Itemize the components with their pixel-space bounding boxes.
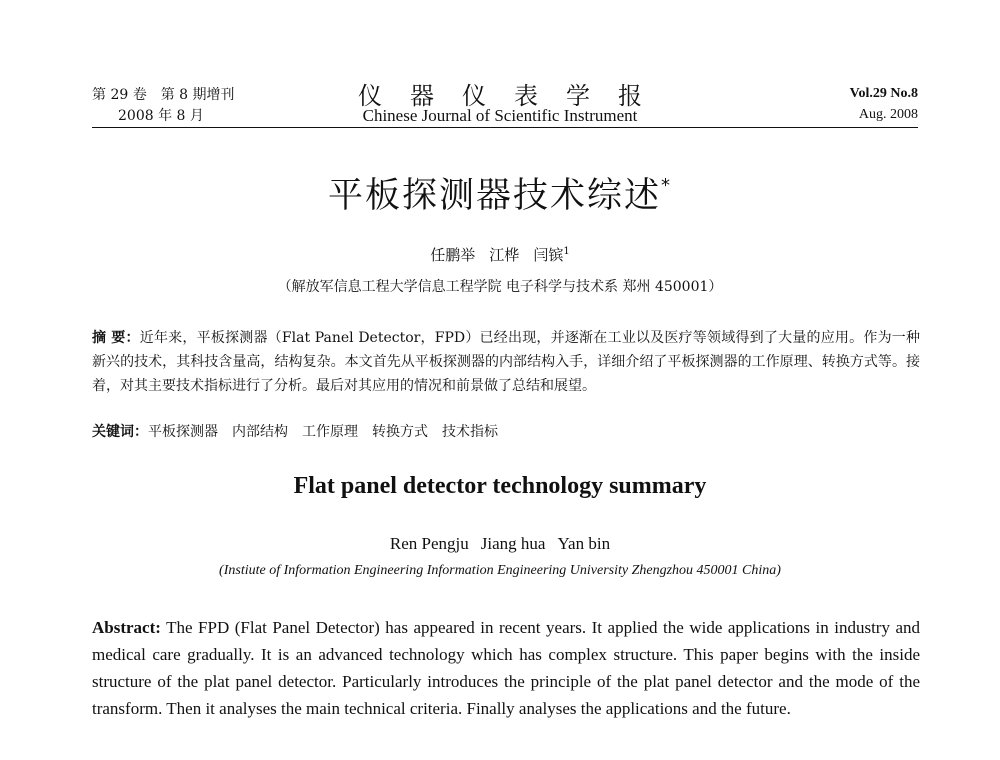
keyword-cn: 工作原理: [302, 424, 358, 440]
keyword-cn: 内部结构: [232, 424, 288, 440]
header-rule: [92, 127, 918, 128]
affiliation-en: (Instiute of Information Engineering Information Engineering University Zhengzhou 450001 China): [219, 563, 781, 578]
keywords-cn-label: 关键词：: [92, 424, 148, 440]
publication-date-cn: 2008 年 8 月: [118, 108, 204, 124]
abstract-cn-label: 摘 要：: [92, 330, 140, 346]
title-footnote-mark: *: [661, 175, 672, 196]
abstract-en-label: Abstract:: [92, 618, 161, 637]
author-en-3: Yan bin: [557, 534, 611, 553]
abstract-en: [92, 614, 920, 722]
keyword-cn: 转换方式: [372, 424, 428, 440]
volume-number-en: Vol.29 No.8: [849, 86, 918, 101]
authors-cn: [0, 244, 1000, 265]
author-en-2: Jiang hua: [480, 534, 546, 553]
abstract-en-text: The FPD (Flat Panel Detector) has appeared in recent years. It applied the wide applications in industry and medical care gradually. It is an advanced technology which has complex structure. This paper begins with the inside structure of the plat panel detector. Particularly introduces the principle of the plat panel detector and the mode of the transform. Then it analyses the main technical criteria. Finally analyses the applications and the future.: [92, 618, 920, 718]
authors-en: [0, 534, 1000, 554]
keywords-cn: [92, 421, 920, 441]
abstract-cn: [92, 326, 920, 398]
keyword-cn: 技术指标: [442, 424, 498, 440]
author-cn-3: 闫镔$^1$: [533, 246, 570, 264]
author-en-1: Ren Pengju: [389, 534, 469, 553]
journal-name-cn: 仪器仪表学报: [358, 82, 670, 110]
author-footnote-mark: 1: [563, 246, 570, 257]
publication-date-en: Aug. 2008: [858, 107, 918, 122]
author-cn-1: 任鹏举: [430, 246, 476, 264]
volume-issue: 第 29 卷 第 8 期增刊: [92, 87, 235, 103]
author-cn-2: 江桦: [489, 246, 520, 264]
paper-title-cn: 平板探测器技术综述*: [327, 175, 672, 216]
paper-title-en: Flat panel detector technology summary: [293, 473, 707, 499]
journal-name-en: Chinese Journal of Scientific Instrument: [362, 106, 638, 125]
keyword-cn: 平板探测器: [148, 424, 218, 440]
abstract-cn-text: 近年来，平板探测器（Flat Panel Detector，FPD）已经出现，并逐渐在工业以及医疗等领域得到了大量的应用。作为一种新兴的技术，其科技含量高，结构复杂。本文首先从平板探测器的内部结构入手，详细介绍了平板探测器的工作原理、转换方式等。接着，对其主要技术指标进行了分析。最后对其应用的情况和前景做了总结和展望。: [92, 330, 921, 394]
affiliation-cn: （解放军信息工程大学信息工程学院 电子科学与技术系 郑州 450001）: [277, 279, 723, 295]
